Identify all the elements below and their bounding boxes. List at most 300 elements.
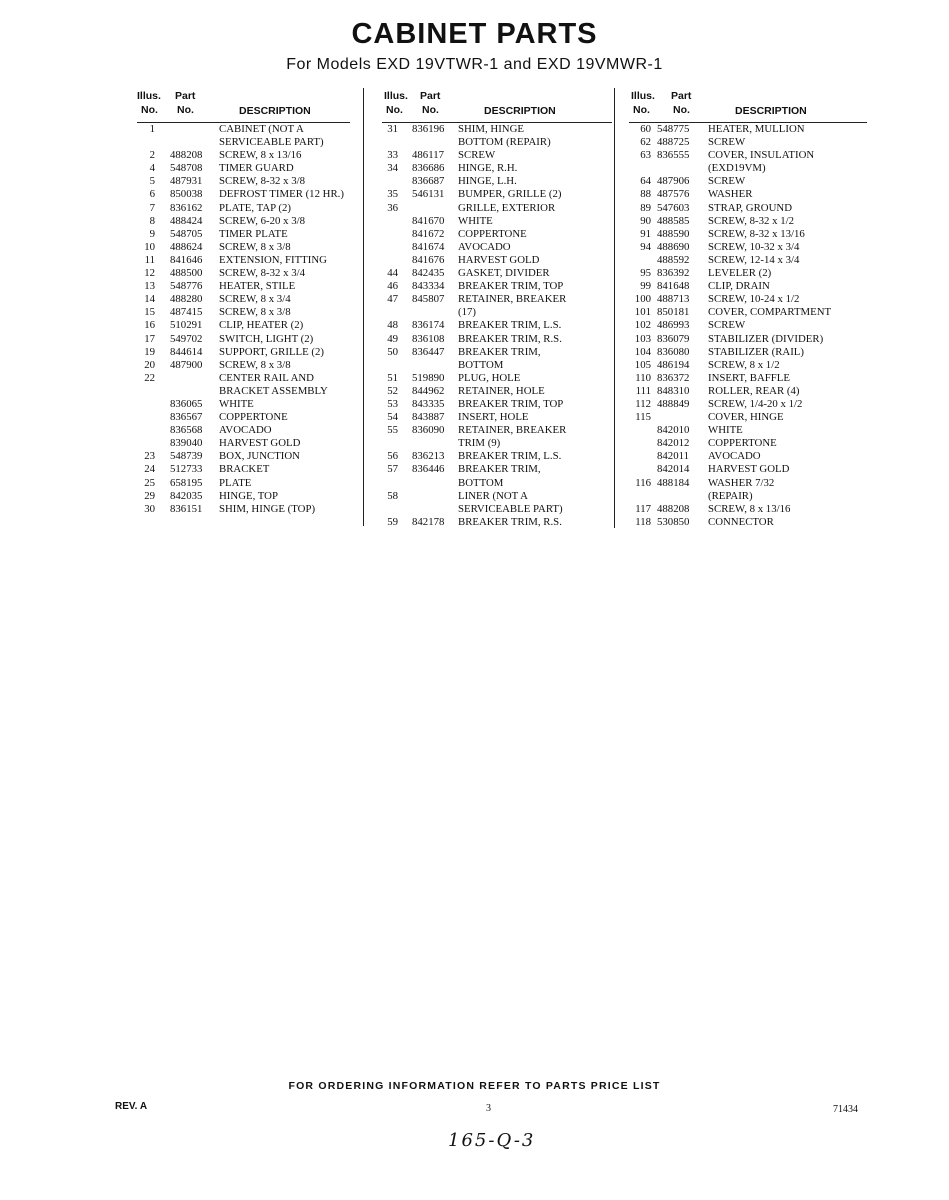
illus-number: 58 <box>387 489 398 502</box>
part-row <box>629 188 867 201</box>
illus-no-header: No. <box>141 104 158 116</box>
illus-number: 60 <box>640 123 651 135</box>
part-number: 841674 <box>412 240 445 253</box>
part-description: HINGE, TOP <box>219 489 278 502</box>
part-number: 487906 <box>657 175 690 188</box>
part-row <box>382 333 612 346</box>
part-row <box>137 398 350 411</box>
part-row <box>137 306 350 319</box>
part-row <box>629 477 867 490</box>
column-divider <box>363 88 364 526</box>
part-description: SCREW, 8 x 1/2 <box>708 358 780 371</box>
part-description: TRIM (9) <box>458 437 501 450</box>
illus-number: 22 <box>144 371 155 384</box>
illus-number: 63 <box>640 149 651 162</box>
part-description: COVER, COMPARTMENT <box>708 306 832 319</box>
part-description: WHITE <box>219 397 254 410</box>
illus-number: 11 <box>144 253 155 266</box>
part-number: 548705 <box>170 227 203 240</box>
part-description: COPPERTONE <box>219 411 288 424</box>
ordering-footer: FOR ORDERING INFORMATION REFER TO PARTS PRICE LIST <box>288 1080 661 1092</box>
illus-number: 30 <box>144 502 155 515</box>
part-description: BREAKER TRIM, TOP <box>458 397 564 410</box>
part-number: 488208 <box>170 149 203 162</box>
part-row <box>629 215 867 228</box>
part-row <box>382 293 612 306</box>
illus-number: 15 <box>144 306 155 319</box>
illus-number: 47 <box>387 293 398 306</box>
part-row <box>382 215 612 228</box>
part-row <box>629 254 867 267</box>
part-row <box>137 123 350 136</box>
part-number: 488849 <box>657 397 690 410</box>
part-description: CABINET (NOT A <box>219 123 304 135</box>
part-number: 836108 <box>412 332 445 345</box>
part-number: 548708 <box>170 162 203 175</box>
part-description: BREAKER TRIM, R.S. <box>458 515 562 528</box>
part-description: HARVEST GOLD <box>708 463 790 476</box>
column-header <box>629 88 867 123</box>
part-row <box>629 280 867 293</box>
part-number: 842435 <box>412 267 445 280</box>
part-row <box>382 136 612 149</box>
part-number: 836687 <box>412 175 445 188</box>
part-row <box>137 503 350 516</box>
part-description: (EXD19VM) <box>708 162 766 175</box>
part-number: 530850 <box>657 515 690 528</box>
part-row <box>137 241 350 254</box>
part-description: BOTTOM <box>458 358 504 371</box>
part-description: GASKET, DIVIDER <box>458 267 550 280</box>
part-description: CLIP, DRAIN <box>708 280 770 293</box>
part-row <box>629 333 867 346</box>
part-number: 487415 <box>170 306 203 319</box>
part-description: COVER, HINGE <box>708 411 784 424</box>
parts-column-3 <box>629 88 867 529</box>
parts-column-1 <box>137 88 350 516</box>
illus-number: 20 <box>144 358 155 371</box>
part-row <box>629 162 867 175</box>
illus-number: 13 <box>144 280 155 293</box>
illus-number: 16 <box>144 319 155 332</box>
part-row <box>629 136 867 149</box>
part-description: BREAKER TRIM, L.S. <box>458 319 562 332</box>
part-row <box>629 359 867 372</box>
part-description: TIMER PLATE <box>219 227 288 240</box>
part-description: SCREW, 8 x 3/8 <box>219 240 291 253</box>
part-description: STABILIZER (RAIL) <box>708 345 804 358</box>
illus-number: 2 <box>149 149 155 162</box>
part-description: AVOCADO <box>219 424 272 437</box>
part-description: RETAINER, BREAKER <box>458 293 567 306</box>
part-number: 488585 <box>657 214 690 227</box>
part-row <box>382 372 612 385</box>
part-row <box>137 228 350 241</box>
illus-number: 5 <box>149 175 155 188</box>
part-row <box>629 202 867 215</box>
illus-number: 116 <box>635 476 651 489</box>
part-row <box>382 490 612 503</box>
illus-number: 59 <box>387 515 398 528</box>
part-description: BREAKER TRIM, R.S. <box>458 332 562 345</box>
part-row <box>137 267 350 280</box>
part-number: 843335 <box>412 397 445 410</box>
illus-number: 34 <box>387 162 398 175</box>
part-number: 488590 <box>657 227 690 240</box>
part-number: 487931 <box>170 175 203 188</box>
part-number: 548739 <box>170 450 203 463</box>
part-number: 836079 <box>657 332 690 345</box>
part-row <box>629 424 867 437</box>
illus-number: 112 <box>635 397 651 410</box>
part-row <box>382 267 612 280</box>
part-description: COVER, INSULATION <box>708 149 815 162</box>
part-description: AVOCADO <box>458 240 511 253</box>
illus-no-header: No. <box>633 104 650 116</box>
part-description: SCREW, 6-20 x 3/8 <box>219 214 305 227</box>
part-number: 549702 <box>170 332 203 345</box>
parts-rows <box>382 123 612 529</box>
part-description: SCREW, 8-32 x 3/8 <box>219 175 305 188</box>
part-number: 836392 <box>657 267 690 280</box>
illus-number: 62 <box>640 136 651 149</box>
illus-number: 6 <box>149 188 155 201</box>
part-description: SCREW, 8-32 x 1/2 <box>708 214 794 227</box>
illus-number: 19 <box>144 345 155 358</box>
part-number: 836372 <box>657 371 690 384</box>
part-description: SCREW, 10-24 x 1/2 <box>708 293 800 306</box>
illus-number: 52 <box>387 384 398 397</box>
part-description: BRACKET ASSEMBLY <box>219 384 328 397</box>
part-number: 841672 <box>412 227 445 240</box>
part-number: 510291 <box>170 319 203 332</box>
illus-header: Illus. <box>137 90 161 102</box>
illus-number: 94 <box>640 240 651 253</box>
part-number: 487900 <box>170 358 203 371</box>
part-row <box>629 306 867 319</box>
part-row <box>382 437 612 450</box>
part-row <box>629 516 867 529</box>
part-description: PLUG, HOLE <box>458 371 521 384</box>
part-row <box>137 411 350 424</box>
part-number: 488184 <box>657 476 690 489</box>
part-number: 842010 <box>657 424 690 437</box>
part-row <box>137 319 350 332</box>
part-row <box>382 463 612 476</box>
illus-number: 115 <box>635 411 651 424</box>
part-description: HEATER, STILE <box>219 280 296 293</box>
part-number: 488208 <box>657 502 690 515</box>
part-number: 547603 <box>657 201 690 214</box>
part-description: SCREW, 8-32 x 13/16 <box>708 227 805 240</box>
part-row <box>382 188 612 201</box>
part-row <box>137 372 350 385</box>
illus-number: 10 <box>144 240 155 253</box>
illus-number: 51 <box>387 371 398 384</box>
part-description: BREAKER TRIM, L.S. <box>458 450 562 463</box>
part-description: HEATER, MULLION <box>708 123 805 135</box>
part-row <box>382 123 612 136</box>
illus-number: 91 <box>640 227 651 240</box>
illus-number: 110 <box>635 371 651 384</box>
part-number: 488280 <box>170 293 203 306</box>
illus-number: 33 <box>387 149 398 162</box>
part-number: 548776 <box>170 280 203 293</box>
part-row <box>382 175 612 188</box>
parts-rows <box>137 123 350 516</box>
illus-number: 57 <box>387 463 398 476</box>
part-number: 836213 <box>412 450 445 463</box>
part-number: 512733 <box>170 463 203 476</box>
part-number: 519890 <box>412 371 445 384</box>
part-row <box>629 372 867 385</box>
part-number: 836174 <box>412 319 445 332</box>
part-row <box>629 319 867 332</box>
part-row <box>137 437 350 450</box>
illus-number: 53 <box>387 397 398 410</box>
part-description: INSERT, HOLE <box>458 411 529 424</box>
part-description: SCREW, 12-14 x 3/4 <box>708 253 800 266</box>
page-subtitle: For Models EXD 19VTWR-1 and EXD 19VMWR-1 <box>286 56 663 73</box>
part-description: HARVEST GOLD <box>219 437 301 450</box>
part-row <box>629 490 867 503</box>
part-row <box>137 346 350 359</box>
part-description: HARVEST GOLD <box>458 253 540 266</box>
handwritten-note: 165-Q-3 <box>448 1130 536 1151</box>
illus-number: 23 <box>144 450 155 463</box>
part-number: 486117 <box>412 149 444 162</box>
part-row <box>382 411 612 424</box>
part-row <box>137 359 350 372</box>
part-row <box>629 398 867 411</box>
part-number: 839040 <box>170 437 203 450</box>
page-number: 3 <box>486 1103 491 1114</box>
illus-number: 105 <box>634 358 651 371</box>
part-number: 850181 <box>657 306 690 319</box>
part-row <box>137 333 350 346</box>
part-row <box>137 215 350 228</box>
illus-no-header: No. <box>386 104 403 116</box>
part-description: BREAKER TRIM, <box>458 345 541 358</box>
part-description: BOTTOM (REPAIR) <box>458 136 551 149</box>
illus-number: 95 <box>640 267 651 280</box>
illus-number: 8 <box>149 214 155 227</box>
parts-rows <box>629 123 867 529</box>
part-description: LINER (NOT A <box>458 489 528 502</box>
part-row <box>382 385 612 398</box>
illus-number: 50 <box>387 345 398 358</box>
part-number: 841646 <box>170 253 203 266</box>
part-row <box>137 162 350 175</box>
part-row <box>629 463 867 476</box>
illus-number: 29 <box>144 489 155 502</box>
part-row <box>629 267 867 280</box>
description-header: DESCRIPTION <box>239 105 311 117</box>
part-description: BOX, JUNCTION <box>219 450 300 463</box>
illus-header: Illus. <box>384 90 408 102</box>
part-row <box>629 385 867 398</box>
part-number: 843334 <box>412 280 445 293</box>
part-number: 836080 <box>657 345 690 358</box>
illus-number: 49 <box>387 332 398 345</box>
part-description: HINGE, L.H. <box>458 175 517 188</box>
part-row <box>382 254 612 267</box>
part-description: SCREW, 10-32 x 3/4 <box>708 240 800 253</box>
illus-number: 90 <box>640 214 651 227</box>
part-description: BUMPER, GRILLE (2) <box>458 188 562 201</box>
illus-number: 118 <box>635 515 651 528</box>
part-description: GRILLE, EXTERIOR <box>458 201 556 214</box>
part-number: 546131 <box>412 188 445 201</box>
part-row <box>137 149 350 162</box>
part-no-header: No. <box>422 104 439 116</box>
part-description: (REPAIR) <box>708 489 753 502</box>
part-row <box>382 306 612 319</box>
part-row <box>629 437 867 450</box>
illus-number: 7 <box>149 201 155 214</box>
parts-column-2 <box>382 88 612 529</box>
part-description: WASHER <box>708 188 753 201</box>
part-header: Part <box>420 90 441 102</box>
part-row <box>382 202 612 215</box>
illus-number: 31 <box>387 123 398 135</box>
part-description: SCREW, 8-32 x 3/4 <box>219 267 305 280</box>
illus-number: 64 <box>640 175 651 188</box>
part-description: INSERT, BAFFLE <box>708 371 790 384</box>
illus-number: 48 <box>387 319 398 332</box>
illus-number: 88 <box>640 188 651 201</box>
part-number: 836568 <box>170 424 203 437</box>
part-row <box>629 175 867 188</box>
part-number: 842178 <box>412 515 445 528</box>
part-number: 845807 <box>412 293 445 306</box>
part-number: 488624 <box>170 240 203 253</box>
illus-number: 1 <box>149 123 155 135</box>
description-header: DESCRIPTION <box>484 105 556 117</box>
part-row <box>382 477 612 490</box>
part-number: 841670 <box>412 214 445 227</box>
part-description: RETAINER, BREAKER <box>458 424 567 437</box>
part-number: 836446 <box>412 463 445 476</box>
part-description: BREAKER TRIM, <box>458 463 541 476</box>
part-number: 488424 <box>170 214 203 227</box>
part-number: 836555 <box>657 149 690 162</box>
part-row <box>629 241 867 254</box>
part-number: 850038 <box>170 188 203 201</box>
illus-header: Illus. <box>631 90 655 102</box>
part-description: PLATE, TAP (2) <box>219 201 292 214</box>
illus-number: 103 <box>634 332 651 345</box>
part-description: SCREW, 8 x 3/4 <box>219 293 291 306</box>
part-number: 848310 <box>657 384 690 397</box>
part-description: HINGE, R.H. <box>458 162 518 175</box>
part-description: SCREW, 8 x 13/16 <box>708 502 791 515</box>
column-header <box>382 88 612 123</box>
part-description: SHIM, HINGE (TOP) <box>219 502 316 515</box>
part-description: STRAP, GROUND <box>708 201 792 214</box>
part-row <box>137 385 350 398</box>
part-row <box>382 450 612 463</box>
illus-number: 25 <box>144 476 155 489</box>
part-description: SCREW, 8 x 3/8 <box>219 358 291 371</box>
part-row <box>137 477 350 490</box>
document-number: 71434 <box>833 1104 858 1115</box>
part-number: 836447 <box>412 345 445 358</box>
part-description: TIMER GUARD <box>219 162 294 175</box>
part-number: 836090 <box>412 424 445 437</box>
part-description: SERVICEABLE PART) <box>219 136 324 149</box>
part-row <box>137 280 350 293</box>
part-number: 842012 <box>657 437 690 450</box>
part-row <box>137 424 350 437</box>
part-row <box>382 398 612 411</box>
part-row <box>382 424 612 437</box>
part-description: SERVICEABLE PART) <box>458 502 563 515</box>
part-description: CONNECTOR <box>708 515 774 528</box>
part-row <box>137 188 350 201</box>
part-number: 842011 <box>657 450 689 463</box>
part-description: CENTER RAIL AND <box>219 371 314 384</box>
part-no-header: No. <box>673 104 690 116</box>
part-description: WHITE <box>708 424 743 437</box>
illus-number: 36 <box>387 201 398 214</box>
part-row <box>629 293 867 306</box>
part-row <box>382 280 612 293</box>
part-number: 836196 <box>412 123 445 135</box>
part-description: AVOCADO <box>708 450 761 463</box>
illus-number: 102 <box>634 319 651 332</box>
illus-number: 104 <box>634 345 651 358</box>
part-row <box>382 346 612 359</box>
illus-number: 46 <box>387 280 398 293</box>
part-description: BRACKET <box>219 463 270 476</box>
part-description: SWITCH, LIGHT (2) <box>219 332 314 345</box>
illus-number: 24 <box>144 463 155 476</box>
part-row <box>629 149 867 162</box>
part-description: STABILIZER (DIVIDER) <box>708 332 824 345</box>
part-description: SHIM, HINGE <box>458 123 524 135</box>
part-description: PLATE <box>219 476 252 489</box>
part-number: 836162 <box>170 201 203 214</box>
description-header: DESCRIPTION <box>735 105 807 117</box>
illus-number: 44 <box>387 267 398 280</box>
part-description: WHITE <box>458 214 493 227</box>
part-no-header: No. <box>177 104 194 116</box>
part-number: 488500 <box>170 267 203 280</box>
part-row <box>137 175 350 188</box>
part-row <box>629 346 867 359</box>
part-description: SUPPORT, GRILLE (2) <box>219 345 325 358</box>
part-number: 487576 <box>657 188 690 201</box>
part-header: Part <box>175 90 196 102</box>
part-row <box>137 202 350 215</box>
illus-number: 14 <box>144 293 155 306</box>
page-title: CABINET PARTS <box>351 18 598 50</box>
illus-number: 17 <box>144 332 155 345</box>
illus-number: 35 <box>387 188 398 201</box>
part-row <box>382 516 612 529</box>
part-number: 488725 <box>657 136 690 149</box>
part-row <box>629 228 867 241</box>
illus-number: 54 <box>387 411 398 424</box>
part-header: Part <box>671 90 692 102</box>
part-description: SCREW <box>708 175 746 188</box>
part-row <box>137 463 350 476</box>
part-number: 842014 <box>657 463 690 476</box>
part-number: 836151 <box>170 502 203 515</box>
part-number: 658195 <box>170 476 203 489</box>
column-divider <box>614 88 615 528</box>
